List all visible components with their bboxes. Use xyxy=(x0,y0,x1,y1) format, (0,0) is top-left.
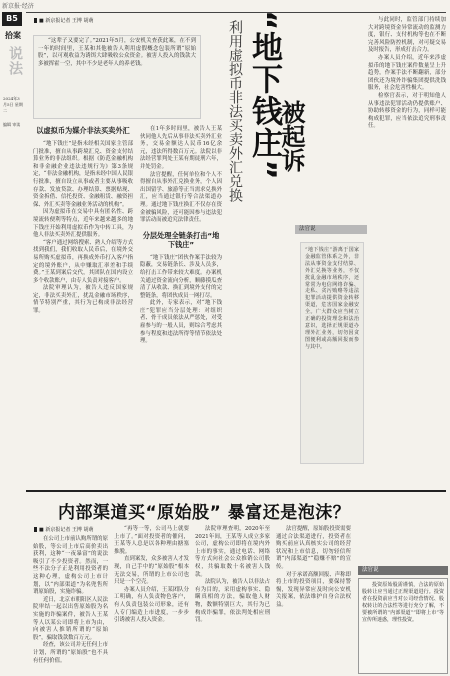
commentary-box xyxy=(358,578,448,674)
commentary-tag xyxy=(358,566,448,575)
commentary-text: 投资原始股需谨慎，合法的原始股转让应当通过正规渠道进行。投资者在投资前应当对公司经营情况、股权转让的合法性等进行充分了解，不要被所谓的“内部渠道”“即将上市”等宣传所迷惑，理性投资。 xyxy=(362,582,444,623)
paragraph: 因为虚拟币在交易中具有匿名性、跨境流转便利等特点，近年来越来越多的地下钱庄开始利用虚拟币作为中转工具，为他人非法买卖外汇提供服务。 xyxy=(33,209,133,239)
top-byline-text: ■ 新京报记者 王博 胡萌 xyxy=(39,18,94,24)
commentary-label: 法官说 xyxy=(362,567,379,573)
paragraph: 与此同时，监管部门持续加大对跨境资金异常流动的监测力度，银行、支付机构等也在不断完善风险防控机制，对可疑交易及时报告，形成打击合力。 xyxy=(368,17,446,54)
main-title: “地下钱庄” xyxy=(246,10,282,181)
paragraph: 办案人员介绍，近年来涉虚拟币的地下钱庄案件数量呈上升趋势，作案手法不断翻新，部分团伙还为境外诈骗集团提供洗钱服务，社会危害性极大。 xyxy=(368,54,446,92)
paragraph: 法院审理认为，被告人违反国家规定，非法买卖外汇，扰乱金融市场秩序，情节特别严重，其行为已构成非法经营罪。 xyxy=(33,285,133,315)
bottom-byline xyxy=(34,526,94,533)
lead-paragraph: “这辈子又要完了。”2021年5月，公安机关查获此案，在不到一年的时间里，王某和其他被告人利用虚假概念包装所谓“原始股”，以可观收益为诱饵大肆吸收公众资金。被害人投入的钱款大多被挥霍一空，其中不少是老年人的养老钱。 xyxy=(38,38,196,67)
paragraph: 法院认为，被告人以非法占有为目的，采用虚构事实、隐瞒真相的方法，骗取他人财物，数额特别巨大，其行为已构成诈骗罪，依法判处相应刑罚。 xyxy=(195,579,270,624)
column-name: 说法 xyxy=(7,46,23,76)
bottom-col-2 xyxy=(114,526,189,625)
bottom-col-3 xyxy=(195,526,270,625)
paragraph: 法官提醒，原始股投资需要通过合法渠道进行，投资者在购买前应认真核实公司的经营状况和上市信息，切勿轻信所谓“内部渠道”“稳赚不赔”的宣传。 xyxy=(276,526,351,570)
judge-says-tag xyxy=(295,225,367,234)
paragraph: “地下钱庄”团伙作案手法较为隐蔽，交易链条长、涉及人员多，给打击工作带来较大难度。办案机关通过资金流向分析，顺藤摸瓜查清了从收款、换汇到境外支付的完整链条，将团伙成员一网打尽。 xyxy=(140,254,222,299)
quote-box xyxy=(300,242,364,464)
top-col-3 xyxy=(368,17,446,131)
article-divider xyxy=(26,490,446,492)
byline-marker xyxy=(34,527,37,532)
paragraph: 办案人员介绍，王某团队分工明确，有人负责物色客户，有人负责包装公司形象，还有人专门编造上市进度，一步步引诱被害人投入资金。 xyxy=(114,586,189,624)
paragraph: 检察官表示，对于明知他人从事违法犯罪活动仍提供账户、协助转移资金的行为，同样可能构成犯罪，应当依法追究刑事责任。 xyxy=(368,92,446,130)
bottom-headline: 内部渠道买“原始股” 暴富还是泡沫？ xyxy=(58,503,351,523)
paragraph: “客户通过网络搜索、熟人介绍等方式找到我们，我们收取人民币后，在境外交易所购买虚拟币，再换成外币打入客户指定的境外账户，从中赚取汇率差和手续费。”王某到案后交代，其团队在国内设立多个收款账户，由专人负责对接客户。 xyxy=(33,239,133,284)
paragraph: 法官提醒，任何单位和个人不得擅自从事外汇兑换业务，个人因出国留学、旅游等正当需求兑换外汇，应当通过银行等合法渠道办理。通过地下钱庄换汇不仅存在资金被骗风险，还可能因参与违法犯罪活动而被追究法律责任。 xyxy=(140,171,222,224)
paragraph: 在公司上市前认购所谓的原始股，等公司上市后高价卖出获利，这种“一夜暴富”的说法吸引了不少投资者。然而，一些不法分子正是利用投资者的这种心理，虚构公司上市计划，以“内部渠道”为名兜售所谓原始股，实施诈骗。 xyxy=(33,536,108,596)
main-subtitle: 利用虚拟币非法买卖外汇兑换 xyxy=(227,20,243,202)
bottom-col-4 xyxy=(276,526,351,610)
byline-marker xyxy=(34,18,37,23)
judge-says-label: 法官说 xyxy=(299,226,316,232)
subhead-1: 以虚拟币为媒介非法买卖外汇 xyxy=(36,126,130,135)
top-byline xyxy=(34,17,94,24)
subhead-2: 分层处理全链条打击“地下钱庄” xyxy=(142,230,220,249)
paragraph: 在1年多时间里，被告人王某伙同他人先后从事非法买卖外汇业务，交易金额达人民币16亿余元，违法所得数百万元。法院以非法经营罪判处王某有期徒刑六年，并处罚金。 xyxy=(140,126,222,170)
page-number: B5 xyxy=(2,12,22,26)
section-name: 拾案 xyxy=(5,31,21,40)
bottom-byline-text: ■ 新京报记者 王博 胡萌 xyxy=(39,527,94,533)
paragraph: 法院审理查明，2020年至2021年间，王某等人成立多家公司，虚构公司即将在境内外上市的事实，通过电话、网络等方式向社会公众推销公司股权，共骗取数十名被害人钱款。 xyxy=(195,526,270,578)
paragraph: 对于承诺高额回报、声称即将上市的投资项目，要保持警惕，发现异常应及时向公安机关报案，依法维护自身合法权益。 xyxy=(276,571,351,608)
issue-date: 2024年3月5日 星期二 xyxy=(3,96,23,113)
bottom-col-1 xyxy=(33,536,108,665)
paragraph: 直到案发，众多被害人才发现，自己手中的“原始股”根本无法交易，所谓的上市公司也只是一个空壳。 xyxy=(114,556,189,586)
editor-credit: 编辑 审读 xyxy=(3,122,21,127)
left-rail xyxy=(2,12,22,676)
paragraph: 近日，北京市朝阳区人民法院审结一起以出售原始股为名实施的诈骗案件，被告人王某等人以某公司即将上市为由，向被害人推销所谓的“原始股”，骗取钱款数百万元。 xyxy=(33,596,108,641)
paragraph: “再等一等，公司马上就要上市了。”面对投资者的催问，王某等人总是以各种理由搪塞推脱。 xyxy=(114,526,189,555)
paragraph: 经查，该公司并无任何上市计划，所谓的“原始股”也不具有任何价值。 xyxy=(33,642,108,664)
top-rule xyxy=(26,12,446,13)
quote-text: “地下钱庄”游离于国家金融监管体系之外，非法从事资金支付结算、外汇兑换等业务，不仅扰乱金融市场秩序，还常常为电信网络诈骗、走私、贪污贿赂等违法犯罪活动提供资金转移渠道，危害国家金融安全。广大群众应当树立正确的投资理念和法治意识，选择正规渠道办理外汇业务，切勿因贪图便利或高额回报而参与其中。 xyxy=(305,247,359,350)
title-tail: 被起诉 xyxy=(277,100,305,172)
top-col-1 xyxy=(33,126,133,316)
lead-box xyxy=(33,35,201,119)
paper-name: 新京报·经济 xyxy=(2,3,34,10)
paragraph: “地下钱庄”是指未经相关国家主管部门批准，擅自从事跨境汇兑、资金支付结算业务的非法组织。根据《防范金融机构和非金融企业违法违规行为》第3条规定，“非法金融机构，是指未经中国人民银行批准，擅自设立从事或者主要从事吸收存款、发放贷款、办理结算、票据贴现、资金拆借、信托投资、金融租赁、融资担保、外汇买卖等金融业务活动的机构”。 xyxy=(33,141,133,208)
top-col-2 xyxy=(140,126,222,346)
paragraph: 此外，专家表示，对“地下钱庄”犯罪应当分层处理：对组织者、骨干成员依法从严惩处，对受雇参与的一般人员，则综合考虑其参与程度和违法所得等情节依法处理。 xyxy=(140,300,222,345)
